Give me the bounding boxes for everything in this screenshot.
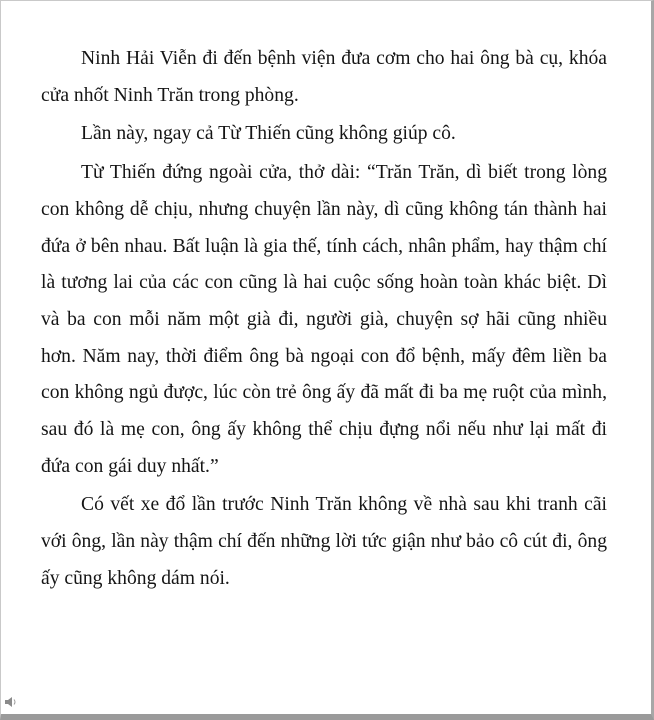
speaker-icon — [4, 696, 18, 708]
paragraph-4: Có vết xe đổ lần trước Ninh Trăn không về nhà sau khi tranh cãi với ông, lần này thậm chí đến những lời tức giận như bảo cô cút đi, ông ấy cũng không dám nói. — [41, 494, 607, 589]
paragraph-3: Từ Thiến đứng ngoài cửa, thở dài: “Trăn Trăn, dì biết trong lòng con không dễ chịu, nhưng chuyện lần này, dì cũng không tán thành hai đứa ở bên nhau. Bất luận là gia thế, tính cách, nhân phẩm, hay thậm chí là tương lai của các con cũng là hai cuộc sống hoàn toàn khác biệt. Dì và ba con mỗi năm một già đi, người già, chuyện sợ hãi cũng nhiều hơn. Năm nay, thời điểm ông bà ngoại con đổ bệnh, mấy đêm liền ba con không ngủ được, lúc còn trẻ ông ấy đã mất đi ba mẹ ruột của mình, sau đó là mẹ con, ông ấy không thể chịu đựng nổi nếu như lại mất đi đứa con gái duy nhất.” — [41, 162, 607, 477]
paragraph-1: Ninh Hải Viễn đi đến bệnh viện đưa cơm cho hai ông bà cụ, khóa cửa nhốt Ninh Trăn trong phòng. — [41, 48, 607, 106]
document-body — [41, 41, 607, 600]
paragraph-2: Lần này, ngay cả Từ Thiến cũng không giúp cô. — [81, 123, 456, 145]
